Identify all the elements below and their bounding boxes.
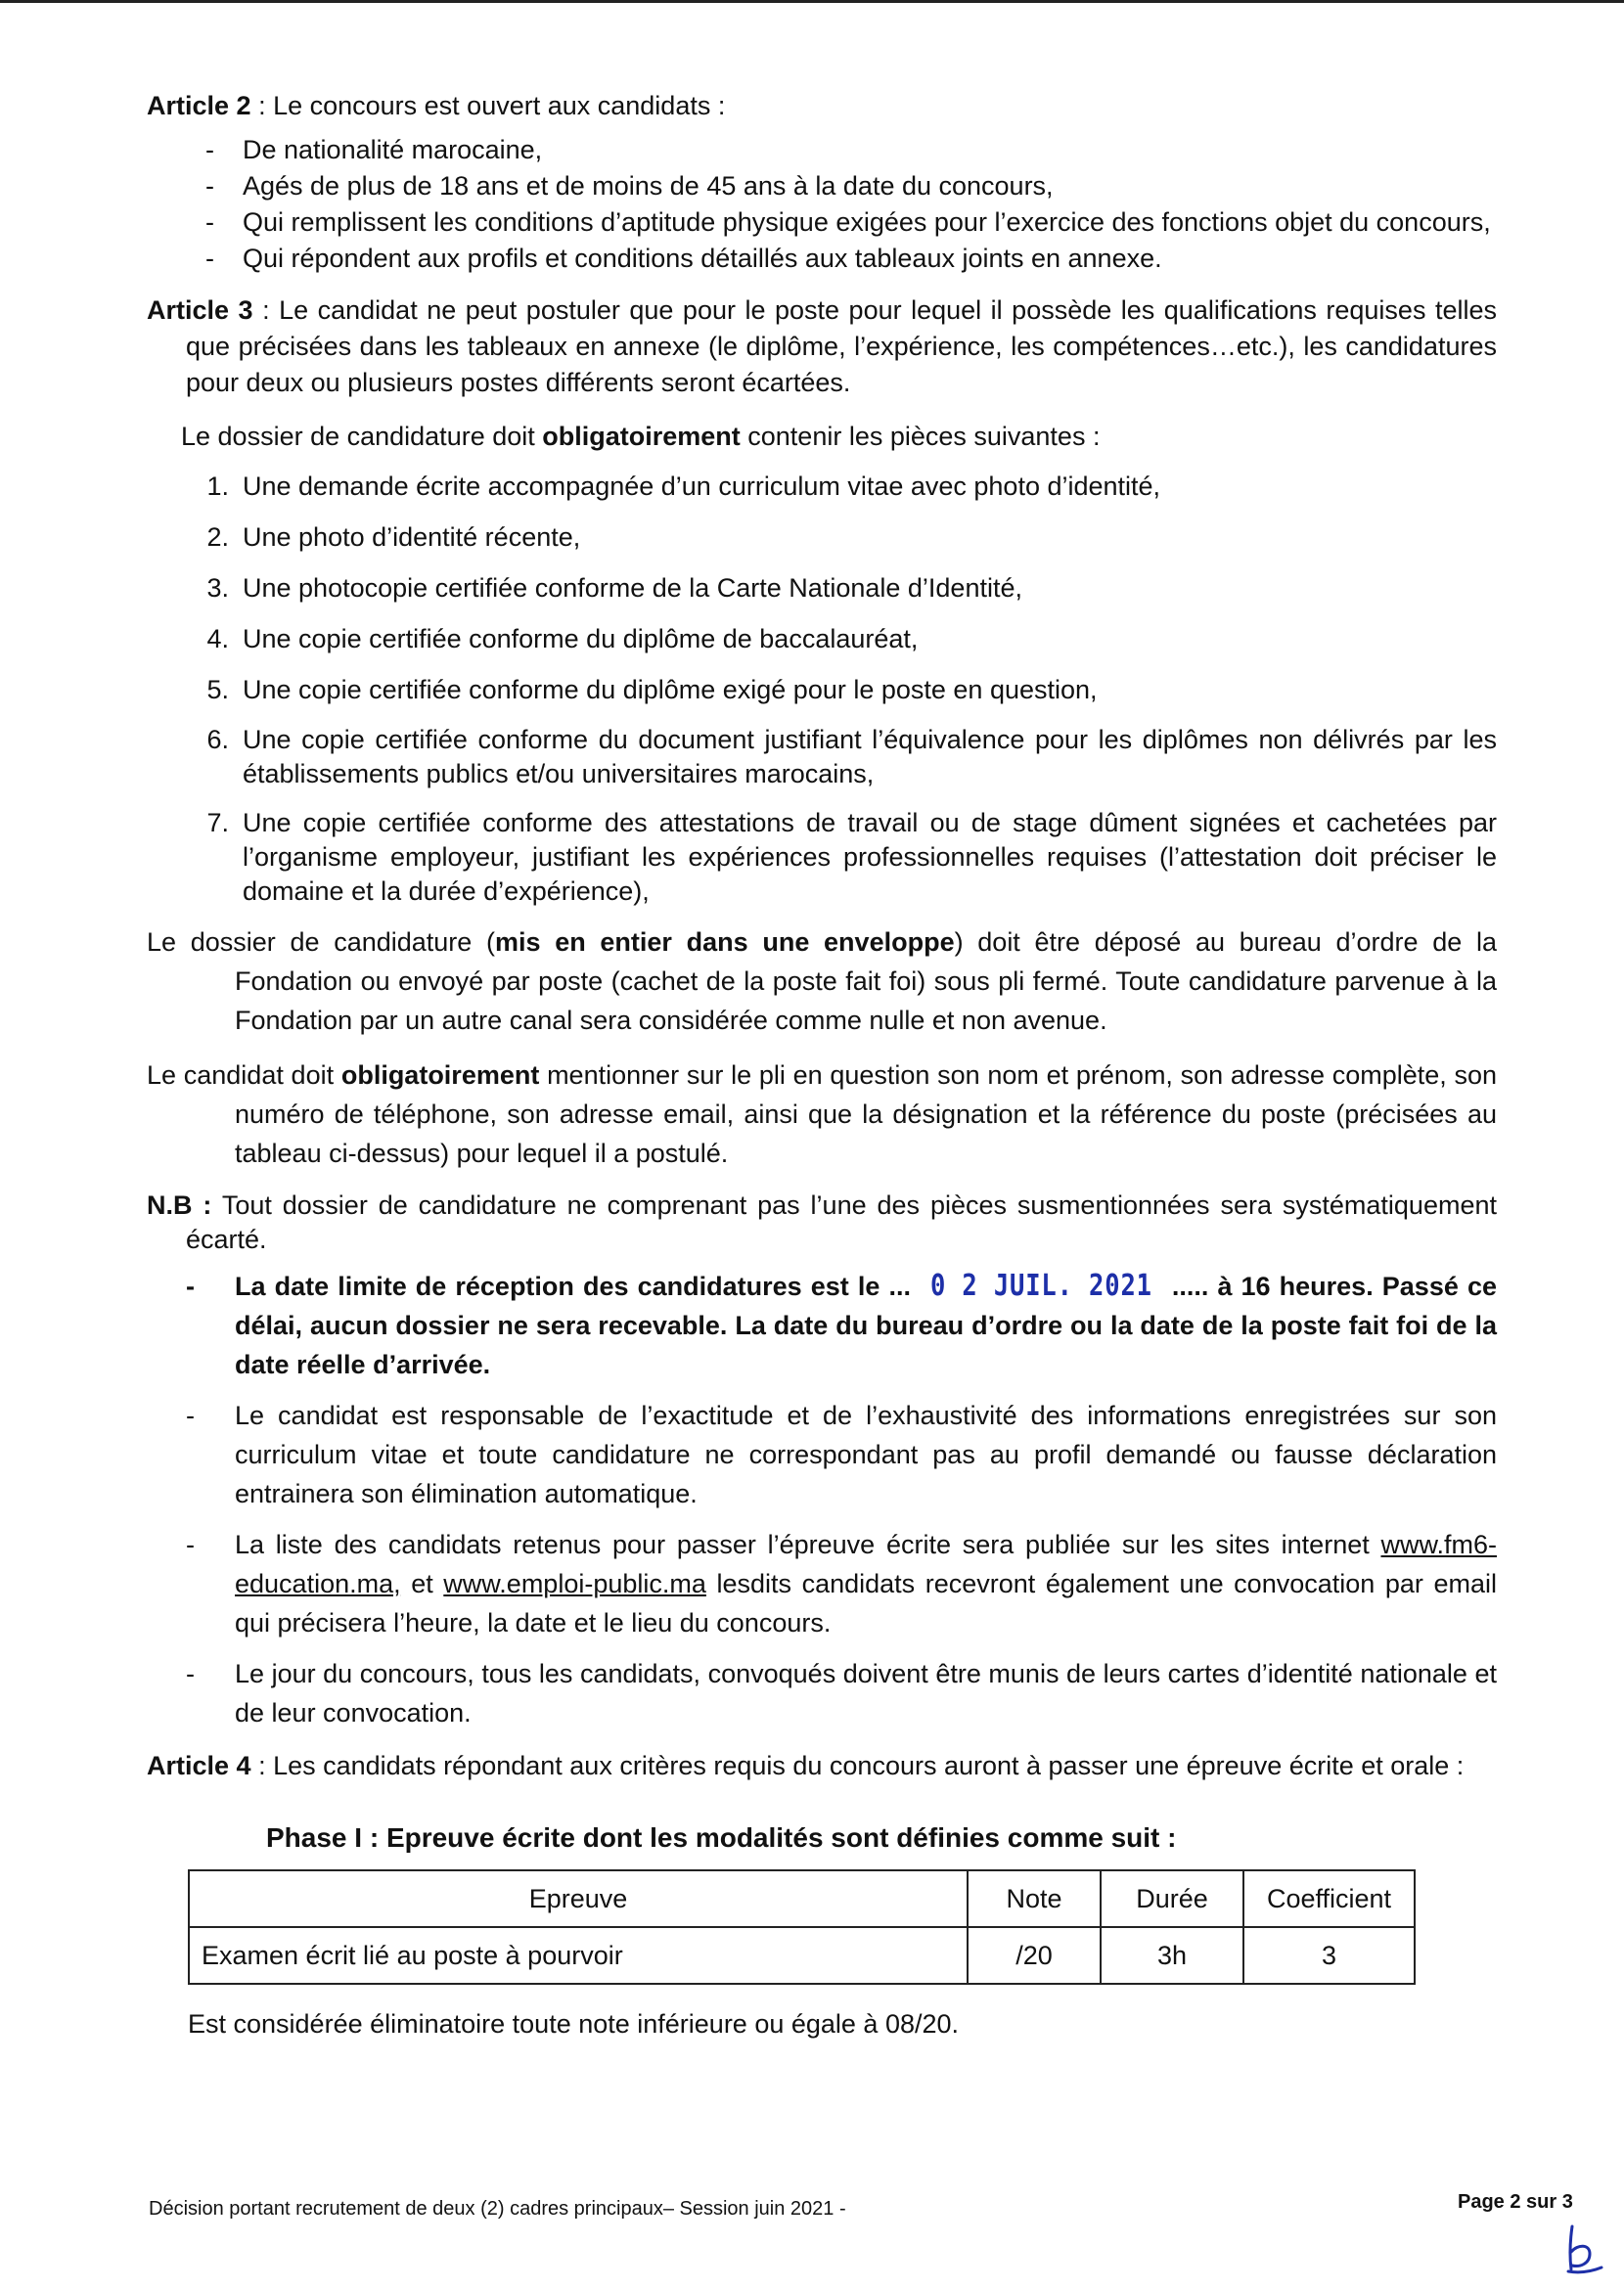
- nb-section: [147, 1189, 1497, 1732]
- nb-label: N.B :: [147, 1190, 212, 1220]
- document-page: [147, 88, 1497, 2058]
- page-number: Page 2 sur 3: [1458, 2191, 1573, 2213]
- list-item: 1. Une demande écrite accompagnée d’un curriculum vitae avec photo d’identité,: [206, 471, 1161, 501]
- list-item: 6. Une copie certifiée conforme du document justifiant l’équivalence pour les diplômes non délivrés par les établissements publics et/ou universitaires marocains,: [206, 725, 1497, 788]
- nb-paragraph: N.B : Tout dossier de candidature ne comprenant pas l’une des pièces susmentionnées sera systématiquement écarté.: [147, 1190, 1497, 1254]
- list-item: - Le candidat est responsable de l’exactitude et de l’exhaustivité des informations enregistrées sur son curriculum vitae et toute candidature ne correspondant pas au profil demandé ou fausse déclaration entrainera son élimination automatique.: [186, 1401, 1497, 1508]
- nb-list: [147, 1267, 1497, 1732]
- depot-paragraph: Le dossier de candidature (mis en entier dans une enveloppe) doit être déposé au bureau d’ordre de la Fondation ou envoyé par poste (cachet de la poste fait foi) sous pli fermé. Toute candidature parvenue à la Fondation par un autre canal sera considérée comme nulle et non avenue.: [147, 927, 1497, 1035]
- list-item: 3. Une photocopie certifiée conforme de la Carte Nationale d’Identité,: [206, 573, 1022, 603]
- article-3: [147, 292, 1497, 1173]
- list-item: - De nationalité marocaine,: [205, 135, 543, 164]
- top-border: [0, 0, 1624, 3]
- list-item: - Agés de plus de 18 ans et de moins de 45 ans à la date du concours,: [205, 171, 1054, 201]
- table-header: Note: [968, 1870, 1101, 1927]
- link-emploi-public[interactable]: www.emploi-public.ma: [443, 1569, 706, 1598]
- table-header: Epreuve: [189, 1870, 968, 1927]
- list-item: - Qui remplissent les conditions d’aptitude physique exigées pour l’exercice des fonctions objet du concours,: [205, 207, 1491, 237]
- list-item: - Qui répondent aux profils et conditions détaillés aux tableaux joints en annexe.: [205, 244, 1162, 273]
- article-2-heading: [147, 88, 1497, 124]
- article-3-label: Article 3: [147, 295, 253, 325]
- article-4-paragraph: Article 4 : Les candidats répondant aux critères requis du concours auront à passer une épreuve écrite et orale :: [147, 1751, 1465, 1780]
- eliminatoire-note: Est considérée éliminatoire toute note inférieure ou égale à 08/20.: [188, 2009, 960, 2039]
- list-item: 2. Une photo d’identité récente,: [206, 522, 581, 552]
- table-cell: Examen écrit lié au poste à pourvoir: [189, 1927, 968, 1984]
- list-item: 4. Une copie certifiée conforme du diplôme de baccalauréat,: [206, 624, 919, 653]
- list-item: - La liste des candidats retenus pour passer l’épreuve écrite sera publiée sur les sites internet www.fm6-education.ma, et www.emploi-public.ma lesdits candidats recevront également une convocation par email qui précisera l’heure, la date et le lieu du concours.: [186, 1530, 1497, 1638]
- article-4: [147, 1748, 1497, 2042]
- epreuve-table: [188, 1869, 1416, 1985]
- table-cell: 3: [1243, 1927, 1415, 1984]
- link-fm6-education[interactable]: www.fm6-education.ma,: [235, 1530, 1497, 1598]
- article-2-conditions-list: [147, 132, 1497, 277]
- article-2: [147, 88, 1497, 277]
- deadline-item: - La date limite de réception des candidatures est le ... 0 2 JUIL. 2021 ..... à 16 heures. Passé ce délai, aucun dossier ne sera recevable. La date du bureau d’ordre ou la date de la poste fait foi de la date réelle d’arrivée.: [186, 1269, 1497, 1379]
- list-item: 5. Une copie certifiée conforme du diplôme exigé pour le poste en question,: [206, 675, 1098, 704]
- article-2-text: : Le concours est ouvert aux candidats :: [250, 91, 726, 120]
- list-item: 7. Une copie certifiée conforme des attestations de travail ou de stage dûment signées et cachetées par l’organisme employeur, justifiant les expériences professionnelles requises (l’attestation doit préciser le domaine et la durée d’expérience),: [206, 808, 1497, 906]
- table-cell: /20: [968, 1927, 1101, 1984]
- handwritten-initials-icon: [1560, 2222, 1605, 2275]
- list-item: - Le jour du concours, tous les candidats, convoqués doivent être munis de leurs cartes d’identité nationale et de leur convocation.: [186, 1659, 1497, 1728]
- date-stamp: 0 2 JUIL. 2021: [929, 1269, 1152, 1303]
- table-row: [189, 1927, 1415, 1984]
- article-3-paragraph: Article 3 : Le candidat ne peut postuler que pour le poste pour lequel il possède les qualifications requises telles que précisées dans les tableaux en annexe (le diplôme, l’expérience, les compétences…etc.), les candidatures pour deux ou plusieurs postes différents seront écartées.: [147, 295, 1497, 397]
- pieces-list: [147, 469, 1497, 909]
- table-header: Coefficient: [1243, 1870, 1415, 1927]
- article-4-label: Article 4: [147, 1751, 251, 1780]
- table-header: Durée: [1101, 1870, 1243, 1927]
- dossier-intro: Le dossier de candidature doit obligatoirement contenir les pièces suivantes :: [181, 422, 1101, 451]
- phase-1-title: Phase I : Epreuve écrite dont les modalités sont définies comme suit :: [266, 1822, 1177, 1853]
- mention-paragraph: Le candidat doit obligatoirement mentionner sur le pli en question son nom et prénom, son adresse complète, son numéro de téléphone, son adresse email, ainsi que la désignation et la référence du poste (précisées au tableau ci-dessus) pour lequel il a postulé.: [147, 1060, 1498, 1168]
- table-cell: 3h: [1101, 1927, 1243, 1984]
- footer-title: Décision portant recrutement de deux (2) cadres principaux– Session juin 2021 -: [149, 2198, 846, 2220]
- article-2-label: Article 2: [147, 91, 251, 120]
- table-header-row: [189, 1870, 1415, 1927]
